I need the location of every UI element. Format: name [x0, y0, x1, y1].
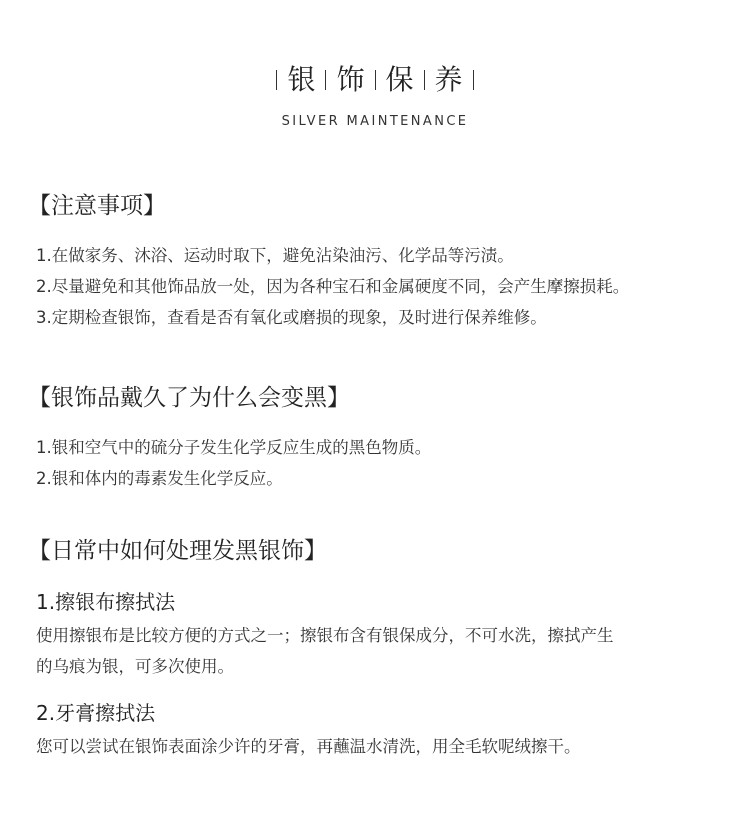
title-char: 养	[434, 63, 463, 96]
title-divider	[473, 70, 474, 90]
section-precautions	[28, 190, 738, 333]
list-item: 3.定期检查银饰，查看是否有氧化或磨损的现象，及时进行保养维修。	[36, 308, 547, 327]
method-text: 您可以尝试在银饰表面涂少许的牙膏，再蘸温水清洗，用全毛软呢绒擦干。	[36, 737, 581, 756]
list-item: 1.在做家务、沐浴、运动时取下，避免沾染油污、化学品等污渍。	[36, 246, 514, 265]
method-cloth	[28, 587, 738, 682]
reasons-list	[28, 432, 738, 494]
method-text: 的乌痕为银，可多次使用。	[36, 657, 234, 676]
title-divider	[276, 70, 277, 90]
section-why-blacken	[28, 382, 738, 494]
title-char: 银	[287, 63, 316, 96]
page-header	[0, 60, 750, 129]
method-toothpaste	[28, 698, 738, 762]
section-title: 【注意事项】	[28, 193, 166, 219]
method-text: 使用擦银布是比较方便的方式之一；擦银布含有银保成分，不可水洗，擦拭产生	[36, 626, 614, 645]
title-divider	[375, 70, 376, 90]
page-subtitle: SILVER MAINTENANCE	[281, 114, 469, 129]
page-title	[0, 60, 750, 100]
section-how-to-clean	[28, 535, 738, 762]
list-item: 1.银和空气中的硫分子发生化学反应生成的黑色物质。	[36, 438, 432, 457]
title-divider	[325, 70, 326, 90]
precautions-list	[28, 240, 738, 333]
method-title: 2.牙膏擦拭法	[36, 701, 156, 725]
section-title: 【日常中如何处理发黑银饰】	[28, 538, 327, 564]
title-divider	[424, 70, 425, 90]
section-title: 【银饰品戴久了为什么会变黑】	[28, 385, 350, 411]
title-char: 保	[385, 63, 414, 96]
list-item: 2.尽量避免和其他饰品放一处，因为各种宝石和金属硬度不同，会产生摩擦损耗。	[36, 277, 630, 296]
title-char: 饰	[336, 63, 365, 96]
list-item: 2.银和体内的毒素发生化学反应。	[36, 469, 283, 488]
method-title: 1.擦银布擦拭法	[36, 590, 176, 614]
